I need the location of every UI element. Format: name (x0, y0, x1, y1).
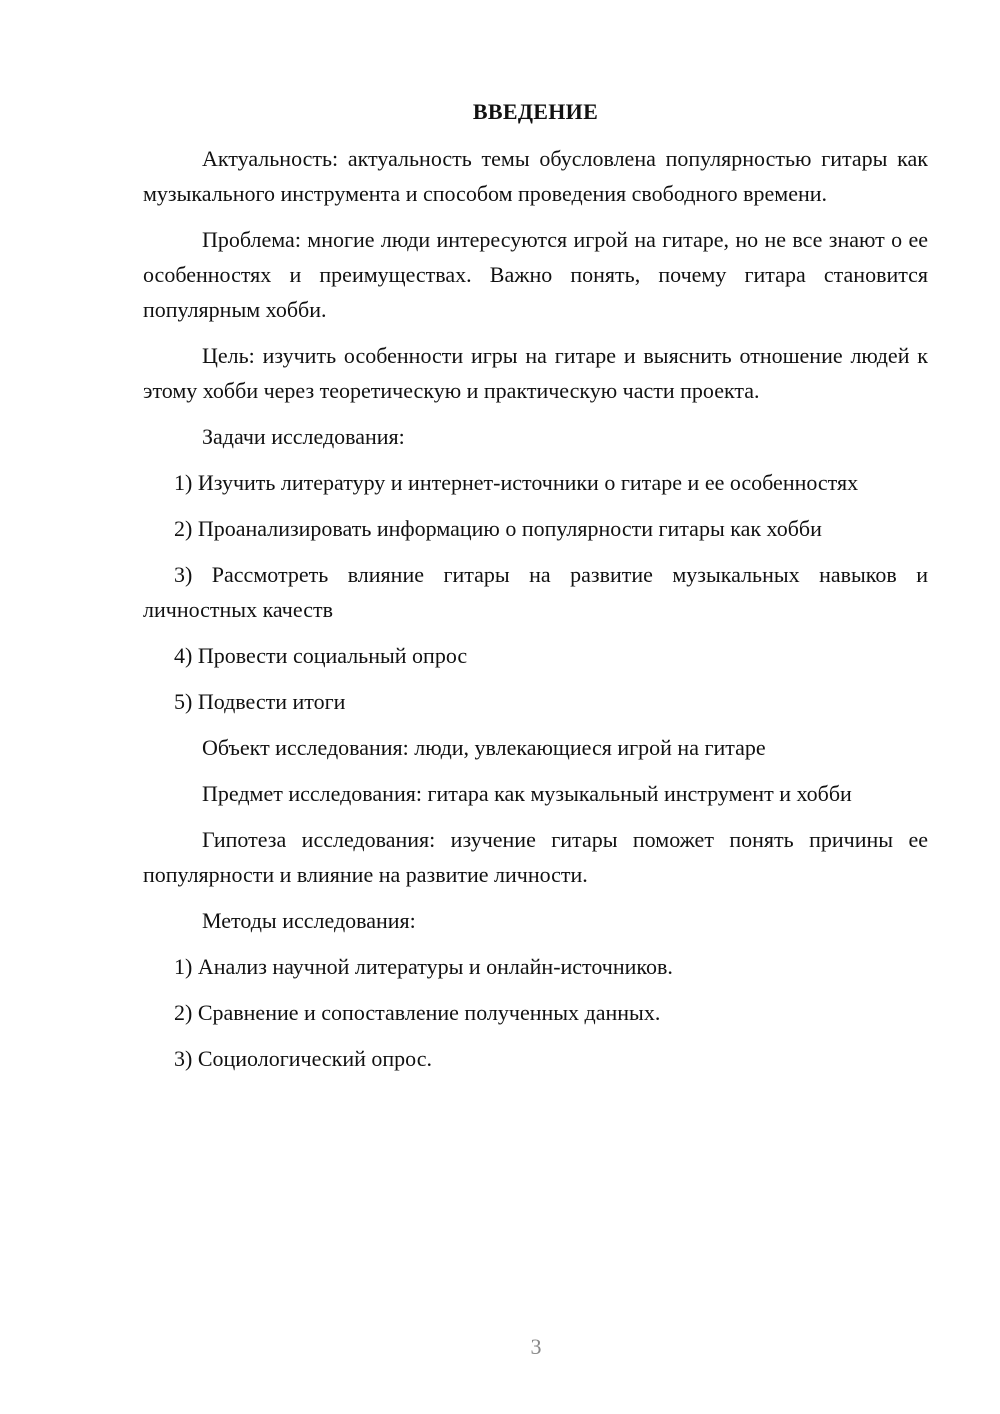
section-title: ВВЕДЕНИЕ (472, 99, 599, 124)
paragraph-relevance: Актуальность: актуальность темы обусловлена популярностью гитары как музыкального инструмента и способом проведения свободного времени. (143, 146, 928, 206)
page-content (143, 94, 928, 1087)
task-item-5: 5) Подвести итоги (174, 689, 346, 714)
task-item-1: 1) Изучить литературу и интернет-источники о гитаре и ее особенностях (174, 470, 859, 495)
method-item-2: 2) Сравнение и сопоставление полученных данных. (174, 1000, 661, 1025)
paragraph-hypothesis: Гипотеза исследования: изучение гитары поможет понять причины ее популярности и влияние на развитие личности. (143, 827, 928, 887)
paragraph-goal: Цель: изучить особенности игры на гитаре и выяснить отношение людей к этому хобби через теоретическую и практическую части проекта. (143, 343, 928, 403)
method-item-3: 3) Социологический опрос. (174, 1046, 432, 1071)
page-number: 3 (530, 1334, 542, 1359)
task-item-2: 2) Проанализировать информацию о популярности гитары как хобби (174, 516, 822, 541)
task-item-3: 3) Рассмотреть влияние гитары на развитие музыкальных навыков и личностных качеств (143, 562, 928, 622)
tasks-heading: Задачи исследования: (202, 424, 405, 449)
task-item-4: 4) Провести социальный опрос (174, 643, 468, 668)
method-item-1: 1) Анализ научной литературы и онлайн-источников. (174, 954, 673, 979)
paragraph-object: Объект исследования: люди, увлекающиеся игрой на гитаре (202, 735, 766, 760)
paragraph-problem: Проблема: многие люди интересуются игрой на гитаре, но не все знают о ее особенностях и преимуществах. Важно понять, почему гитара становится популярным хобби. (143, 227, 928, 322)
methods-heading: Методы исследования: (202, 908, 416, 933)
paragraph-subject: Предмет исследования: гитара как музыкальный инструмент и хобби (202, 781, 852, 806)
